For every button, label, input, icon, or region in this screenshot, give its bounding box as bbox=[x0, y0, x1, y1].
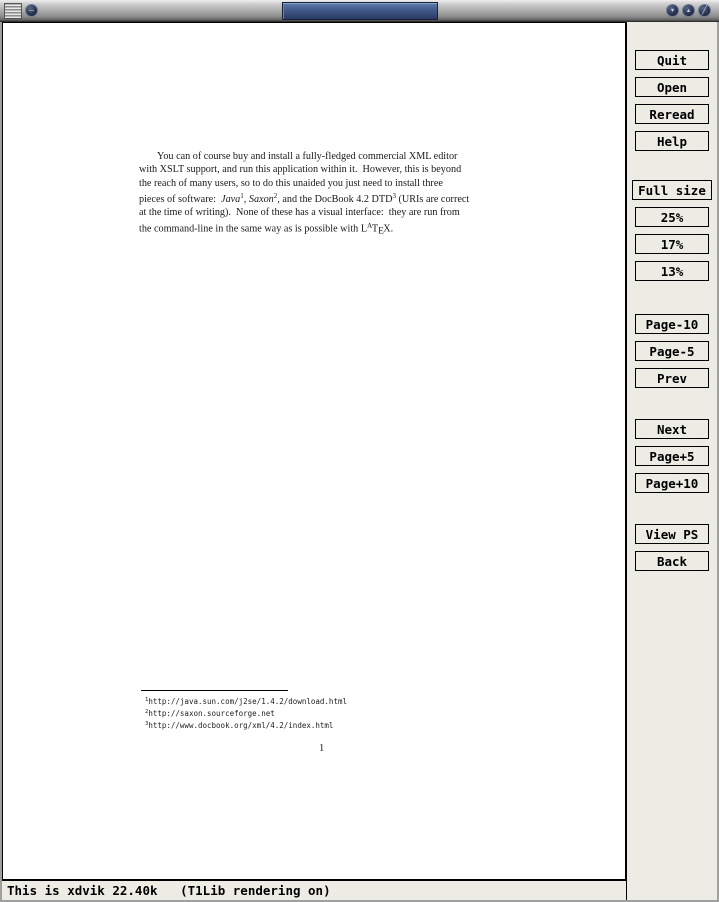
status-bar bbox=[2, 881, 627, 900]
quit-button[interactable]: Quit bbox=[635, 50, 709, 70]
sidebar bbox=[627, 22, 717, 900]
app-icon bbox=[4, 3, 22, 19]
window-shade-button[interactable] bbox=[666, 4, 679, 17]
help-button[interactable]: Help bbox=[635, 131, 709, 151]
titlebar bbox=[0, 0, 719, 22]
footnote-line: $^3$http://www.docbook.org/xml/4.2/index.html bbox=[145, 721, 334, 730]
open-button[interactable]: Open bbox=[635, 77, 709, 97]
button-group-misc bbox=[627, 524, 717, 578]
button-group-nav-forward bbox=[627, 419, 717, 500]
view-ps-button[interactable]: View PS bbox=[635, 524, 709, 544]
text-line: the command-line in the same way as is possible with $L^ATEX$. bbox=[139, 221, 394, 238]
text-line: with XSLT support, and run this application within it. However, this is beyond bbox=[139, 164, 462, 176]
button-group-nav-back bbox=[627, 314, 717, 395]
page-number: 1 bbox=[319, 743, 325, 754]
text-line: pieces of software: Java$^1$, Saxon$^2$, and the DocBook 4.2 DTD$^3$ (URIs are correct bbox=[139, 191, 470, 205]
footnote-line: $^2$http://saxon.sourceforge.net bbox=[145, 709, 275, 718]
window-close-button[interactable] bbox=[698, 4, 711, 17]
back-button[interactable]: Back bbox=[635, 551, 709, 571]
paragraph bbox=[139, 150, 511, 239]
footnote-line: $^1$http://java.sun.com/j2se/1.4.2/download.html bbox=[145, 697, 347, 706]
close-slash-icon: ╱ bbox=[702, 5, 707, 15]
reread-button[interactable]: Reread bbox=[635, 104, 709, 124]
page-plus-10-button[interactable]: Page+10 bbox=[635, 473, 709, 493]
window-raise-button[interactable] bbox=[682, 4, 695, 17]
zoom-13-button[interactable]: 13% bbox=[635, 261, 709, 281]
button-group-zoom bbox=[627, 180, 717, 288]
window-title bbox=[281, 2, 437, 20]
chevron-down-icon: ▾ bbox=[670, 5, 675, 15]
zoom-17-button[interactable]: 17% bbox=[635, 234, 709, 254]
window-menu-button[interactable] bbox=[25, 4, 38, 17]
next-button[interactable]: Next bbox=[635, 419, 709, 439]
text-line: You can of course buy and install a fully-fledged commercial XML editor bbox=[157, 151, 458, 162]
footnote-rule bbox=[141, 690, 288, 691]
button-group-file bbox=[627, 50, 717, 158]
text-line: the reach of many users, so to do this unaided you just need to install three bbox=[139, 177, 443, 189]
prev-button[interactable]: Prev bbox=[635, 368, 709, 388]
window-controls bbox=[666, 4, 711, 17]
text-line: at the time of writing). None of these has a visual interface: they are run from bbox=[139, 207, 460, 219]
window-body bbox=[0, 22, 719, 902]
zoom-25-button[interactable]: 25% bbox=[635, 207, 709, 227]
footnotes bbox=[145, 695, 347, 731]
page-plus-5-button[interactable]: Page+5 bbox=[635, 446, 709, 466]
document-page[interactable] bbox=[2, 22, 627, 881]
status-text: This is xdvik 22.40k (T1Lib rendering on) bbox=[7, 883, 331, 898]
menu-dash-icon: – bbox=[29, 5, 34, 15]
page-minus-10-button[interactable]: Page-10 bbox=[635, 314, 709, 334]
chevron-up-icon: ▴ bbox=[686, 5, 691, 15]
page-minus-5-button[interactable]: Page-5 bbox=[635, 341, 709, 361]
full-size-button[interactable]: Full size bbox=[632, 180, 712, 200]
